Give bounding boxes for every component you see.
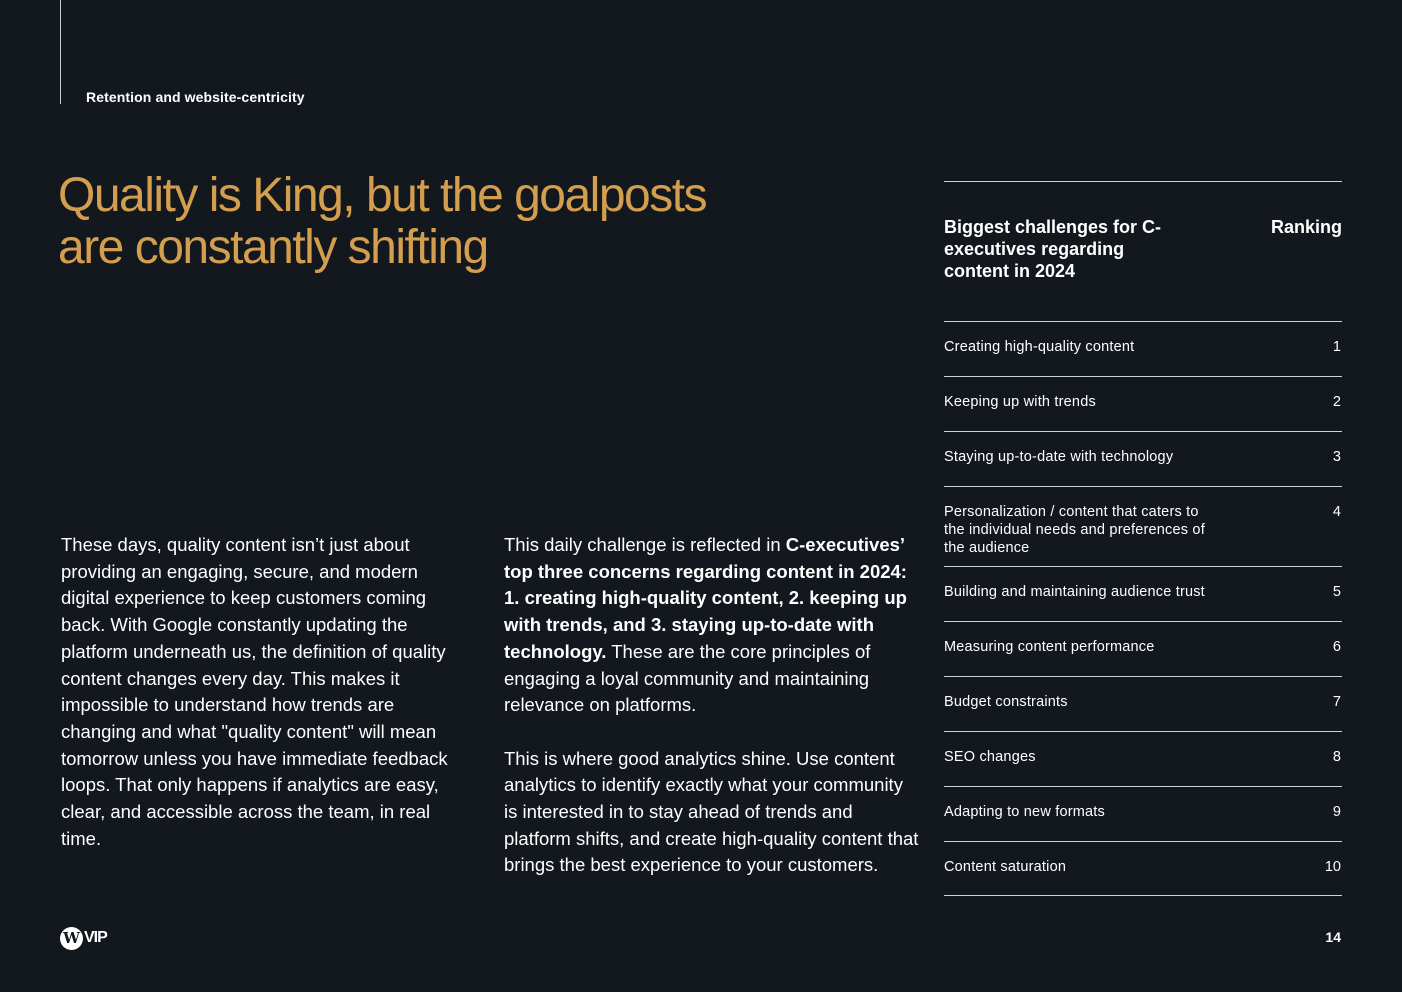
page-number: 14 bbox=[1325, 929, 1341, 945]
vertical-divider bbox=[60, 0, 61, 104]
challenge-rank: 3 bbox=[1332, 449, 1341, 465]
table-row bbox=[944, 841, 1342, 896]
body-text: These are the core principles of engaging a loyal community and maintaining relevance on platforms. bbox=[504, 640, 871, 716]
challenge-rank: 9 bbox=[1332, 804, 1341, 820]
challenge-label: Budget constraints bbox=[944, 694, 1068, 710]
page-title-line-1: Quality is King, but the goalposts bbox=[58, 169, 707, 222]
wordpress-icon: W bbox=[60, 927, 83, 950]
table-row bbox=[944, 486, 1342, 566]
table-row bbox=[944, 621, 1342, 676]
page-title bbox=[58, 170, 778, 274]
body-text-bold: C-executives’ top three concerns regarding content in 2024: 1. creating high-quality content, 2. keeping up with trends, and 3. staying up-to-date with technology. bbox=[504, 534, 907, 662]
body-paragraph: These days, quality content isn’t just about providing an engaging, secure, and modern digital experience to keep customers coming back. With Google constantly updating the platform underneath us, the definition of quality content changes every day. This makes it impossible to understand how trends are changing and what "quality content" will mean tomorrow unless you have immediate feedback loops. That only happens if analytics are easy, clear, and accessible across the team, in real time. bbox=[61, 534, 448, 849]
challenge-rank: 1 bbox=[1332, 339, 1341, 355]
challenge-rank: 8 bbox=[1332, 749, 1341, 765]
body-paragraph: This is where good analytics shine. Use content analytics to identify exactly what your community is interested in to stay ahead of trends and platform shifts, and create high-quality content that brings the best experience to your customers. bbox=[504, 747, 919, 876]
table-row bbox=[944, 321, 1342, 376]
challenge-rank: 5 bbox=[1332, 584, 1341, 600]
challenge-rank: 2 bbox=[1332, 394, 1341, 410]
table-row bbox=[944, 676, 1342, 731]
challenge-label: Personalization / content that caters to the individual needs and preferences of the audience bbox=[944, 504, 1205, 556]
section-label: Retention and website-centricity bbox=[86, 89, 305, 105]
body-text: This daily challenge is reflected in bbox=[504, 534, 786, 555]
table-header bbox=[944, 181, 1342, 321]
challenge-label: SEO changes bbox=[944, 749, 1036, 765]
table-row bbox=[944, 566, 1342, 621]
challenge-rank: 10 bbox=[1324, 859, 1341, 875]
challenge-label: Content saturation bbox=[944, 859, 1067, 875]
table-row bbox=[944, 731, 1342, 786]
vip-logo-text: VIP bbox=[84, 929, 107, 946]
challenge-label: Keeping up with trends bbox=[944, 394, 1096, 410]
table-row bbox=[944, 431, 1342, 486]
challenge-label: Creating high-quality content bbox=[944, 339, 1135, 355]
page-title-line-2: are constantly shifting bbox=[58, 221, 488, 274]
body-column-1 bbox=[61, 532, 461, 852]
challenge-label: Staying up-to-date with technology bbox=[944, 449, 1174, 465]
table-row bbox=[944, 786, 1342, 841]
table-row bbox=[944, 376, 1342, 431]
body-paragraph bbox=[504, 532, 919, 719]
challenge-rank: 6 bbox=[1332, 639, 1341, 655]
challenge-label: Measuring content performance bbox=[944, 639, 1155, 655]
table-title: Biggest challenges for C-executives regarding content in 2024 bbox=[944, 217, 1162, 281]
body-column-2 bbox=[504, 532, 919, 879]
challenge-rank: 4 bbox=[1332, 504, 1341, 520]
challenge-label: Building and maintaining audience trust bbox=[944, 584, 1205, 600]
challenges-table bbox=[944, 181, 1342, 896]
challenge-rank: 7 bbox=[1332, 694, 1341, 710]
ranking-header: Ranking bbox=[1270, 217, 1342, 237]
wordpress-vip-logo bbox=[60, 926, 107, 950]
challenge-label: Adapting to new formats bbox=[944, 804, 1105, 820]
